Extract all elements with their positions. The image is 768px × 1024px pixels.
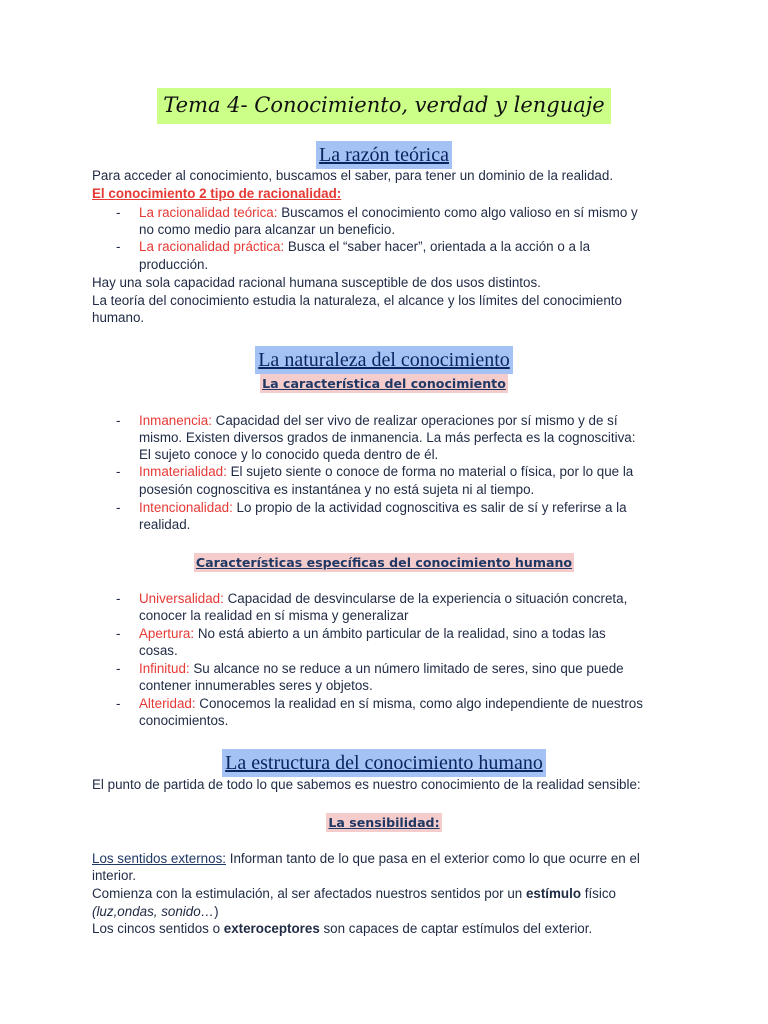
- list-item: [139, 660, 624, 677]
- list-item-cont: conocimientos.: [139, 713, 229, 728]
- section-2-heading-block: [0, 346, 768, 374]
- list-bullet: -: [116, 696, 121, 711]
- page-title: Tema 4- Conocimiento, verdad y lenguaje: [157, 88, 610, 124]
- list-bullet: -: [116, 626, 121, 641]
- subheading: La característica del conocimiento: [262, 376, 506, 391]
- list-bullet: -: [116, 239, 121, 254]
- underlined-term: Los sentidos externos:: [92, 851, 226, 866]
- list-item-cont: producción.: [139, 257, 209, 272]
- list-item: [139, 463, 633, 480]
- subheading: La sensibilidad:: [328, 815, 440, 830]
- list-term: La racionalidad práctica:: [139, 239, 285, 254]
- list-text: Su alcance no se reduce a un número limitado de seres, sino que puede: [189, 661, 624, 676]
- paragraph: La teoría del conocimiento estudia la naturaleza, el alcance y los límites del conocimiento: [92, 293, 622, 308]
- list-bullet: -: [116, 413, 121, 428]
- subtitle: El conocimiento 2 tipo de racionalidad:: [92, 186, 342, 201]
- list-term: Intencionalidad:: [139, 500, 233, 515]
- list-text: No está abierto a un ámbito particular de la realidad, sino a todas las: [194, 626, 606, 641]
- title-block: [0, 88, 768, 124]
- paragraph-text: son capaces de captar estímulos del exterior.: [319, 921, 593, 936]
- section-heading: La naturaleza del conocimiento: [255, 346, 513, 374]
- section-heading: La razón teórica: [316, 141, 452, 169]
- paragraph: [92, 885, 616, 902]
- list-term: Infinitud:: [139, 661, 190, 676]
- list-item: [139, 238, 590, 255]
- section-3-heading-block: [0, 749, 768, 777]
- list-item-cont: El sujeto conoce y lo conocido queda dentro de él.: [139, 447, 439, 462]
- paragraph: [92, 903, 219, 920]
- list-item-cont: conocer la realidad en sí misma y generalizar: [139, 608, 409, 623]
- list-bullet: -: [116, 205, 121, 220]
- italic-text: (luz,ondas, sonido…: [92, 904, 215, 919]
- list-term: Apertura:: [139, 626, 195, 641]
- subheading-block: [0, 553, 768, 572]
- list-bullet: -: [116, 500, 121, 515]
- list-text: Buscamos el conocimiento como algo valioso en sí mismo y: [277, 205, 638, 220]
- paragraph: interior.: [92, 868, 136, 883]
- list-bullet: -: [116, 661, 121, 676]
- list-item-cont: cosas.: [139, 643, 178, 658]
- list-text: Conocemos la realidad en sí misma, como algo independiente de nuestros: [195, 696, 643, 711]
- paragraph: [92, 850, 640, 867]
- list-item-cont: no como medio para alcanzar un beneficio.: [139, 222, 396, 237]
- list-item: [139, 625, 606, 642]
- section-1-heading-block: [0, 141, 768, 169]
- list-text: Busca el “saber hacer”, orientada a la acción o a la: [284, 239, 591, 254]
- paragraph: [92, 920, 592, 937]
- list-text: Lo propio de la actividad cognoscitiva es salir de sí y referirse a la: [232, 500, 627, 515]
- list-bullet: -: [116, 464, 121, 479]
- list-item-cont: contener innumerables seres y objetos.: [139, 678, 373, 693]
- bold-term: estímulo: [525, 886, 582, 901]
- list-item: [139, 499, 627, 516]
- paragraph-text: físico: [581, 886, 616, 901]
- list-term: Alteridad:: [139, 696, 196, 711]
- list-item: [139, 204, 638, 221]
- section-heading: La estructura del conocimiento humano: [222, 749, 546, 777]
- list-term: Inmaterialidad:: [139, 464, 227, 479]
- paragraph: Para acceder al conocimiento, buscamos el saber, para tener un dominio de la realidad.: [92, 168, 614, 183]
- list-item-cont: realidad.: [139, 517, 191, 532]
- list-text: El sujeto siente o conoce de forma no material o física, por lo que la: [226, 464, 634, 479]
- list-item-cont: mismo. Existen diversos grados de inmanencia. La más perfecta es la cognoscitiva:: [139, 430, 636, 445]
- subheading-block: [0, 813, 768, 832]
- list-item: [139, 695, 643, 712]
- subheading: Características específicas del conocimiento humano: [195, 555, 573, 570]
- list-term: Inmanencia:: [139, 413, 212, 428]
- list-text: Capacidad del ser vivo de realizar operaciones por sí mismo y de sí: [211, 413, 618, 428]
- list-item: [139, 590, 627, 607]
- list-item-cont: posesión cognoscitiva es instantánea y no está sujeta ni al tiempo.: [139, 482, 535, 497]
- bold-term: exteroceptores: [223, 921, 320, 936]
- paragraph-text: Los cincos sentidos o: [92, 921, 224, 936]
- list-bullet: -: [116, 591, 121, 606]
- list-item: [139, 412, 618, 429]
- list-term: La racionalidad teórica:: [139, 205, 278, 220]
- list-text: Capacidad de desvincularse de la experiencia o situación concreta,: [223, 591, 628, 606]
- paragraph-text: Informan tanto de lo que pasa en el exterior como lo que ocurre en el: [226, 851, 640, 866]
- paragraph: Hay una sola capacidad racional humana susceptible de dos usos distintos.: [92, 275, 541, 290]
- subheading-block: [0, 374, 768, 393]
- paragraph-text: ): [214, 904, 219, 919]
- list-term: Universalidad:: [139, 591, 224, 606]
- paragraph: El punto de partida de todo lo que sabemos es nuestro conocimiento de la realidad sensible:: [92, 777, 641, 792]
- paragraph: humano.: [92, 310, 145, 325]
- paragraph-text: Comienza con la estimulación, al ser afectados nuestros sentidos por un: [92, 886, 526, 901]
